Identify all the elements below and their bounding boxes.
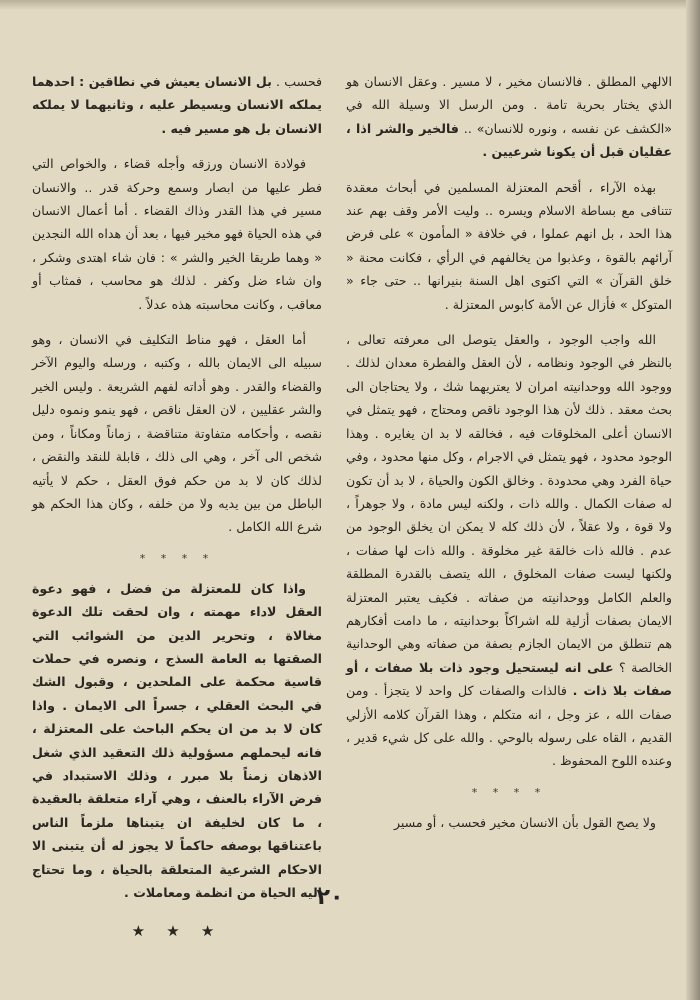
right-paragraph-4: ولا يصح القول بأن الانسان مخير فحسب ، أو مسير (393, 814, 656, 830)
left-paragraph-1 (32, 70, 322, 140)
page-number: ٢٠ (316, 885, 344, 910)
left-p1-intro: فحسب . (271, 74, 322, 89)
page-top-edge (0, 0, 700, 10)
left-paragraph-4: واذا كان للمعتزلة من فضل ، فهو دعوة العقل لاداء مهمته ، وان لحقت تلك الدعوة مغالاة ، وتحرير الدين من الشوائب التي الصقتها به العامة السذج ، ونصره في حملات قاسية محكمة على الملحدين ، وقبول الشك في البحث العقلي ، جسراً الى الايمان . واذا كان لا بد من ان يحكم الباحث على المعتزلة ، فانه ليحملهم مسؤولية ذلك التعقيد الذي شغل الاذهان زمناً بلا مبرر ، وذلك الاستبداد في فرض الآراء بالعنف ، وهي آراء متعلقة بالعقيدة ، ما كان لخليفة ان يتبناها ملزماً الناس باعتناقها بوصفه حاكماً لا يجوز له أن يتبنى الا الاحكام الشرعية المتعلقة بالحياة ، وما تحتاج اليه الحياة من انظمة ومعاملات . (32, 580, 322, 900)
right-column (346, 70, 672, 846)
right-paragraph-1 (346, 70, 672, 164)
right-p3-end: فالذات والصفات كل واحد لا يتجزأ . ومن صفات الله ، عز وجل ، انه متكلم ، وهذا القرآن كلامه الأزلي القديم ، القاه على رسوله بالوحي . والله على كل شيء قدير ، وعنده اللوح المحفوظ . (346, 683, 672, 769)
right-p3-bold: على انه ليستحيل وجود ذات بلا صفات ، أو صفات بلا ذات . (346, 659, 672, 699)
section-separator: * * * * (139, 551, 215, 565)
right-p1-bold: فالخير والشر اذا ، عقليان قبل أن يكونا شرعيين . (346, 120, 672, 160)
right-paragraph-2: بهذه الآراء ، أقحم المعتزلة المسلمين في أبحاث معقدة تتنافى مع بساطة الاسلام ويسره .. وليت الأمر وقف بهم عند هذا الحد ، بل انهم عملوا ، في خلافة « المأمون » على فرض آرائهم بالقوة ، وعذبوا من يخالفهم في الرأي ، فكانت محنة « خلق القرآن » التي اكتوى اهل السنة بنيرانها .. حتى جاء « المتوكل » فأزال عن الأمة كابوس المعتزلة . (346, 179, 672, 312)
left-paragraph-2: فولادة الانسان ورزقه وأجله قضاء ، والخواص التي فطر عليها من ابصار وسمع وحركة قدر .. والانسان مسير في هذا القدر وذاك القضاء . أما أعمال الانسان في هذه الحياة فهو مخير فيها ، بعد أن هداه الله النجدين « وهما طريقا الخير والشر » : فان شاء اهتدى وشكر ، وان شاء ضل وكفر . لذلك هو محاسب ، فمثاب أو معاقب ، وكانت محاسبته هذه عدلاً . (32, 156, 322, 312)
binding-gutter (686, 0, 700, 1000)
right-p3-text: الله واجب الوجود ، والعقل يتوصل الى معرفته تعالى ، بالنظر في الوجود ونظامه ، لأن العقل والفطرة معدان لذلك . ووجود الله ووحدانيته امران لا يعتريهما شك ، ولا يحتاجان الى بحث معقد . ذلك لأن هذا الوجود ناقص ومحتاج ، فهو يتمثل في الانسان أعلى المخلوقات فيه ، فخالقه لا بد ان يغايره . وهذا الوجود محدود ، فهو يتمثل في الاجرام ، وكل منها محدود ، وفي حياة الفرد وهي محدودة . وخالق الكون والحياة ، لا بد أن تكون له صفات الكمال . والله ذات ، ولكنه ليس مادة ، ولا جوهراً ، ولا قوة ، ولا عقلاً ، لأن ذلك كله لا يمكن ان يخلق الوجود من عدم . فالله ذات خالقة غير مخلوقة . والله ذات لها صفات ، ولكنها ليست صفات المخلوق ، الله يتصف بالقدرة المطلقة والعلم الكامل ووحدانيته من صفاته . فكيف يعتبر المعتزلة الايمان بصفات أزلية لله اشراكاً بوحدانيته ، ما دامت أفكارهم هم تنطلق من الايمان الجازم بصفة من صفاته وهي الوحدانية الخالصة ؟ (346, 332, 672, 675)
left-p1-bold: بل الانسان يعيش في نطاقين : احدهما يملكه الانسان ويسيطر عليه ، وثانيهما لا يملكه الانسان بل هو مسير فيه . (32, 74, 322, 136)
left-paragraph-3: أما العقل ، فهو مناط التكليف في الانسان ، وهو سبيله الى الايمان بالله ، وكتبه ، ورسله واليوم الآخر والقضاء والقدر . وهو أداته لفهم الشريعة . وليس الخير والشر عقليين ، لان العقل ناقص ، فهو ينمو ونموه دليل نقصه ، وأحكامه متفاوتة متناقضة ، زماناً ومكاناً ، ومن شخص الى آخر ، وهي الى ذلك ، قابلة للنقد والنقض ، لذلك كان لا بد من حكم فوق العقل ، حكم لا يأتيه الباطل من بين يديه ولا من خلفه ، وكان هذا الحكم هو شرع الله الكامل . (32, 332, 322, 535)
end-stars: ★ ★ ★ (131, 922, 223, 941)
right-paragraph-3 (346, 328, 672, 773)
section-separator: * * * * (471, 785, 547, 799)
right-p1-text: الالهي المطلق . فالانسان مخير ، لا مسير . وعقل الانسان هو الذي يختار بحرية تامة . ومن الرسل الا وسيلة الله في «الكشف عن نفسه ، ونوره للانسان» .. (346, 74, 673, 136)
left-column (32, 70, 322, 944)
